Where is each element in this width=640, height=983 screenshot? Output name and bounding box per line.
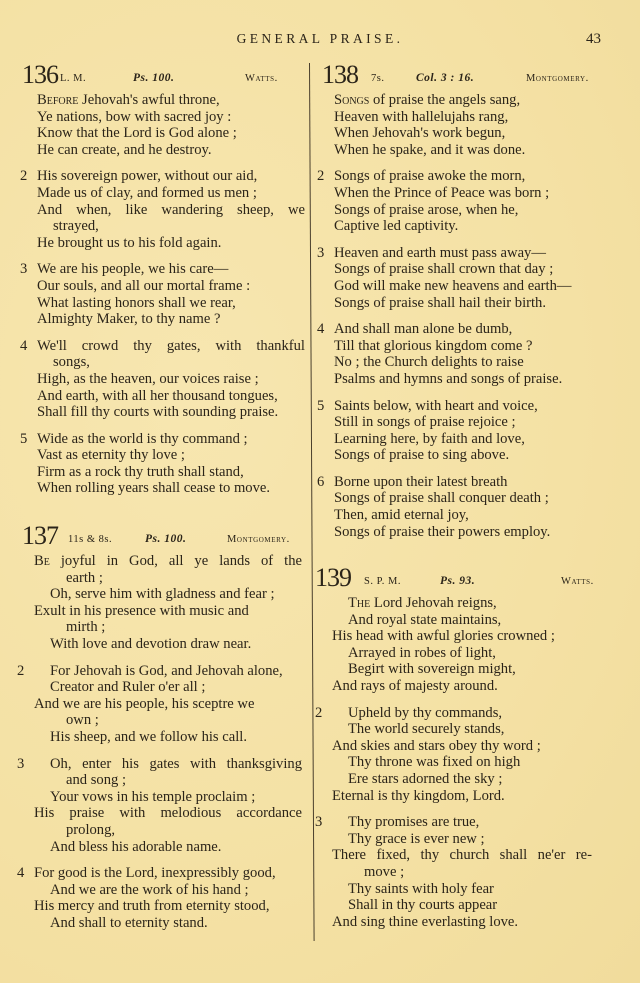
verse-number: 3 <box>315 814 323 831</box>
verse-line <box>312 754 612 771</box>
stanza <box>312 321 612 387</box>
verse-number: 2 <box>17 662 25 679</box>
verse-text: And shall man alone be dumb, <box>334 321 513 338</box>
hymn-author: Watts. <box>245 73 278 84</box>
verse-line <box>0 338 305 355</box>
verse-number: 3 <box>317 244 325 261</box>
verse-line <box>0 168 305 185</box>
verse-line <box>312 788 612 805</box>
verse-line <box>312 524 612 541</box>
verse-text: Shall in thy courts appear <box>348 897 498 914</box>
verse-line <box>0 388 305 405</box>
verse-line <box>0 679 305 696</box>
verse-rest: Jehovah's awful throne, <box>78 92 220 108</box>
verse-text: Still in songs of praise rejoice ; <box>334 414 516 431</box>
verse-line <box>312 125 612 142</box>
verse-line <box>312 490 612 507</box>
verse-line <box>312 645 612 662</box>
initial-word: Before <box>37 92 79 108</box>
verse-line <box>0 311 305 328</box>
verse-text: Creator and Ruler o'er all ; <box>50 679 206 696</box>
verse-text: Songs of praise awoke the morn, <box>334 168 526 185</box>
verse-text: His head with awful glories crowned ; <box>332 628 555 645</box>
verse-line <box>0 142 305 159</box>
verse-text: Vast as eternity thy love ; <box>37 447 185 464</box>
verse-number: 2 <box>20 168 28 185</box>
verse-number: 5 <box>20 430 28 447</box>
verse-text: songs, <box>53 354 90 371</box>
verse-text: Ere stars adorned the sky ; <box>348 770 503 787</box>
verse-text: And shall to eternity stand. <box>50 914 208 931</box>
scripture-reference: Ps. 100. <box>133 72 175 84</box>
verse-text: And sing thine everlasting love. <box>332 913 519 930</box>
verse-number: 3 <box>20 261 28 278</box>
verse-line <box>312 914 612 931</box>
verse-line <box>0 586 305 603</box>
stanza <box>312 398 612 464</box>
stanza <box>312 92 612 158</box>
verse-text: When rolling years shall cease to move. <box>37 480 271 497</box>
verse-text: The world securely stands, <box>348 721 505 738</box>
verse-text: Songs of praise shall hail their birth. <box>334 294 546 311</box>
stanza <box>0 92 305 158</box>
verse-line <box>0 805 305 822</box>
stanza <box>0 865 305 931</box>
verse-text: Captive led captivity. <box>334 218 459 235</box>
verse-text: Saints below, with heart and voice, <box>334 397 538 414</box>
verse-line <box>0 354 305 371</box>
verse-line <box>0 663 305 680</box>
verse-line <box>312 864 612 881</box>
verse-rest: joyful in God, all ye lands of the <box>49 553 302 569</box>
verse-number: 2 <box>317 168 325 185</box>
verse-line <box>0 295 305 312</box>
verse-text: Eternal is thy kingdom, Lord. <box>332 787 505 804</box>
verse-line <box>0 756 305 773</box>
stanza <box>0 431 305 497</box>
verse-line <box>312 295 612 312</box>
verse-text: Exult in his presence with music and <box>34 602 249 619</box>
hymn-author: Watts. <box>561 576 594 587</box>
verse-line <box>0 202 305 219</box>
stanza <box>312 245 612 311</box>
verse-text: Oh, serve him with gladness and fear ; <box>50 586 275 603</box>
verse-line <box>0 185 305 202</box>
verse-text: There fixed, thy church shall ne'er re- <box>332 847 592 864</box>
verse-text: and song ; <box>66 772 126 789</box>
verse-text <box>37 92 220 108</box>
verse-text <box>334 92 520 108</box>
verse-line <box>0 92 305 109</box>
stanza <box>312 474 612 540</box>
verse-text: For good is the Lord, inexpressibly good, <box>34 865 276 882</box>
hymn-meter: L. M. <box>60 73 87 84</box>
verse-text: And when, like wandering sheep, we <box>37 201 305 218</box>
stanza <box>312 168 612 234</box>
verse-text: And royal state maintains, <box>348 611 502 628</box>
verse-text: own ; <box>66 712 99 729</box>
verse-rest: Lord Jehovah reigns, <box>370 595 497 611</box>
hymn-header <box>0 60 305 92</box>
verse-line <box>0 553 305 570</box>
verse-line <box>0 865 305 882</box>
hymn-137 <box>0 521 305 941</box>
verse-line <box>312 168 612 185</box>
verse-line <box>312 771 612 788</box>
verse-text: Made us of clay, and formed us men ; <box>37 184 257 201</box>
hymn-author: Montgomery. <box>227 534 290 545</box>
verse-line <box>0 404 305 421</box>
verse-text: What lasting honors shall we rear, <box>37 294 236 311</box>
verse-line <box>312 831 612 848</box>
verse-text: He brought us to his fold again. <box>37 234 222 251</box>
verse-line <box>0 371 305 388</box>
stanza <box>0 168 305 251</box>
verse-text: Thy promises are true, <box>348 814 480 831</box>
verse-text: High, as the heaven, our voices raise ; <box>37 370 259 387</box>
verse-text: We are his people, we his care— <box>37 261 229 278</box>
verse-line <box>0 431 305 448</box>
verse-line <box>312 185 612 202</box>
verse-line <box>0 464 305 481</box>
verse-number: 4 <box>20 337 28 354</box>
verse-line <box>0 235 305 252</box>
verse-text: Begirt with sovereign might, <box>348 661 516 678</box>
verse-line <box>312 678 612 695</box>
verse-text: mirth ; <box>66 619 106 636</box>
verse-text: Firm as a rock thy truth shall stand, <box>37 463 244 480</box>
verse-text: Learning here, by faith and love, <box>334 430 525 447</box>
verse-text: And bless his adorable name. <box>50 838 222 855</box>
verse-text: Psalms and hymns and songs of praise. <box>334 370 563 387</box>
stanza <box>0 338 305 421</box>
verse-line <box>312 278 612 295</box>
verse-number: 3 <box>17 755 25 772</box>
verse-text: And we are his people, his sceptre we <box>34 695 255 712</box>
verse-text: And rays of majesty around. <box>332 677 498 694</box>
hymn-author: Montgomery. <box>526 73 589 84</box>
verse-text: No ; the Church delights to raise <box>334 354 524 371</box>
hymn-number: 139 <box>315 563 351 592</box>
hymn-number: 137 <box>22 521 58 550</box>
verse-line <box>0 772 305 789</box>
hymn-header <box>0 521 305 553</box>
verse-line <box>0 789 305 806</box>
hymn-header <box>312 563 612 595</box>
verse-line <box>0 636 305 653</box>
verse-text: His sheep, and we follow his call. <box>50 728 247 745</box>
verse-line <box>312 414 612 431</box>
verse-text: Then, amid eternal joy, <box>334 507 469 524</box>
verse-text: Your vows in his temple proclaim ; <box>50 788 256 805</box>
hymn-meter: S. P. M. <box>364 576 401 587</box>
verse-line <box>312 109 612 126</box>
hymn-meter: 7s. <box>371 73 385 84</box>
hymn-number: 138 <box>322 60 358 89</box>
initial-word: The <box>348 595 371 611</box>
verse-number: 2 <box>315 704 323 721</box>
verse-line <box>312 705 612 722</box>
verse-line <box>312 507 612 524</box>
verse-rest: of praise the angels sang, <box>369 92 521 108</box>
verse-number: 6 <box>317 473 325 490</box>
verse-text: Till that glorious kingdom come ? <box>334 337 533 354</box>
verse-line <box>312 447 612 464</box>
scripture-reference: Ps. 100. <box>145 533 187 545</box>
verse-text: Thy throne was fixed on high <box>348 754 521 771</box>
verse-text: When he spake, and it was done. <box>334 141 526 158</box>
hymn-136 <box>0 60 305 507</box>
verse-line <box>312 338 612 355</box>
verse-line <box>312 847 612 864</box>
verse-text: Songs of praise shall conquer death ; <box>334 490 549 507</box>
running-head: GENERAL PRAISE. <box>236 31 404 46</box>
verse-line <box>0 218 305 235</box>
verse-line <box>0 603 305 620</box>
verse-text: And skies and stars obey thy word ; <box>332 737 541 754</box>
verse-line <box>312 881 612 898</box>
verse-text <box>34 553 302 570</box>
verse-line <box>312 371 612 388</box>
verse-text: Almighty Maker, to thy name ? <box>37 311 221 328</box>
verse-line <box>312 202 612 219</box>
scripture-reference: Col. 3 : 16. <box>416 72 475 84</box>
verse-text: Shall fill thy courts with sounding praise. <box>37 404 279 421</box>
verse-line <box>0 915 305 932</box>
stanza <box>0 756 305 856</box>
verse-line <box>0 570 305 587</box>
verse-line <box>312 897 612 914</box>
verse-line <box>0 712 305 729</box>
stanza <box>0 261 305 327</box>
verse-text: Songs of praise their powers employ. <box>334 523 551 540</box>
verse-text: We'll crowd thy gates, with thankful <box>37 337 305 354</box>
verse-line <box>312 721 612 738</box>
verse-text: earth ; <box>66 569 103 586</box>
verse-line <box>0 696 305 713</box>
verse-text: He can create, and he destroy. <box>37 141 212 158</box>
verse-text: Borne upon their latest breath <box>334 473 508 490</box>
hymn-meter: 11s & 8s. <box>68 534 113 545</box>
verse-line <box>312 321 612 338</box>
verse-text: Heaven and earth must pass away— <box>334 244 546 261</box>
verse-line <box>0 447 305 464</box>
verse-text: Songs of praise to sing above. <box>334 447 510 464</box>
verse-text: His mercy and truth from eternity stood, <box>34 898 270 915</box>
stanza <box>312 595 612 695</box>
page-number: 43 <box>586 31 601 47</box>
verse-line <box>312 398 612 415</box>
verse-text: With love and devotion draw near. <box>50 635 252 652</box>
verse-text: Upheld by thy commands, <box>348 704 503 721</box>
verse-line <box>312 92 612 109</box>
verse-text: Songs of praise shall crown that day ; <box>334 261 554 278</box>
verse-text: Know that the Lord is God alone ; <box>37 125 237 142</box>
stanza <box>312 705 612 805</box>
verse-text: Our souls, and all our mortal frame : <box>37 277 251 294</box>
verse-line <box>0 125 305 142</box>
verse-line <box>0 109 305 126</box>
verse-text: Wide as the world is thy command ; <box>37 430 248 447</box>
verse-text: And earth, with all her thousand tongues, <box>37 387 278 404</box>
hymn-number: 136 <box>22 60 58 89</box>
scripture-reference: Ps. 93. <box>440 575 476 587</box>
stanza <box>312 814 612 930</box>
verse-text: Songs of praise arose, when he, <box>334 201 519 218</box>
verse-text: Oh, enter his gates with thanksgiving <box>50 755 302 772</box>
verse-number: 5 <box>317 397 325 414</box>
verse-line <box>312 261 612 278</box>
verse-line <box>312 218 612 235</box>
verse-text: When the Prince of Peace was born ; <box>334 184 550 201</box>
hymn-138 <box>312 60 612 550</box>
verse-text: Arrayed in robes of light, <box>348 644 496 661</box>
verse-line <box>312 595 612 612</box>
verse-line <box>0 480 305 497</box>
verse-text: Ye nations, bow with sacred joy : <box>37 108 232 125</box>
verse-text: His sovereign power, without our aid, <box>37 168 258 185</box>
verse-text: prolong, <box>66 821 116 838</box>
verse-text: God will make new heavens and earth— <box>334 277 572 294</box>
verse-text: For Jehovah is God, and Jehovah alone, <box>50 662 283 679</box>
verse-line <box>312 431 612 448</box>
verse-text: move ; <box>364 863 405 880</box>
verse-line <box>312 245 612 262</box>
verse-line <box>312 474 612 491</box>
verse-text: And we are the work of his hand ; <box>50 881 249 898</box>
verse-line <box>0 729 305 746</box>
verse-line <box>0 261 305 278</box>
verse-text <box>348 595 497 611</box>
verse-line <box>312 354 612 371</box>
verse-line <box>312 142 612 159</box>
hymn-139 <box>312 563 612 940</box>
verse-number: 4 <box>317 321 325 338</box>
verse-line <box>0 882 305 899</box>
stanza <box>0 663 305 746</box>
verse-line <box>312 612 612 629</box>
verse-line <box>312 661 612 678</box>
verse-line <box>0 278 305 295</box>
verse-line <box>0 898 305 915</box>
verse-line <box>0 839 305 856</box>
verse-line <box>312 814 612 831</box>
verse-number: 4 <box>17 865 25 882</box>
hymn-header <box>312 60 612 92</box>
stanza <box>0 553 305 653</box>
verse-text: When Jehovah's work begun, <box>334 125 506 142</box>
verse-line <box>312 628 612 645</box>
initial-word: Songs <box>334 92 370 108</box>
verse-text: strayed, <box>53 218 99 235</box>
verse-text: Thy grace is ever new ; <box>348 830 485 847</box>
verse-line <box>312 738 612 755</box>
verse-line <box>0 822 305 839</box>
verse-text: Thy saints with holy fear <box>348 880 494 897</box>
initial-word: Be <box>34 553 50 569</box>
verse-text: Heaven with hallelujahs rang, <box>334 108 509 125</box>
verse-text: His praise with melodious accordance <box>34 805 302 822</box>
verse-line <box>0 619 305 636</box>
